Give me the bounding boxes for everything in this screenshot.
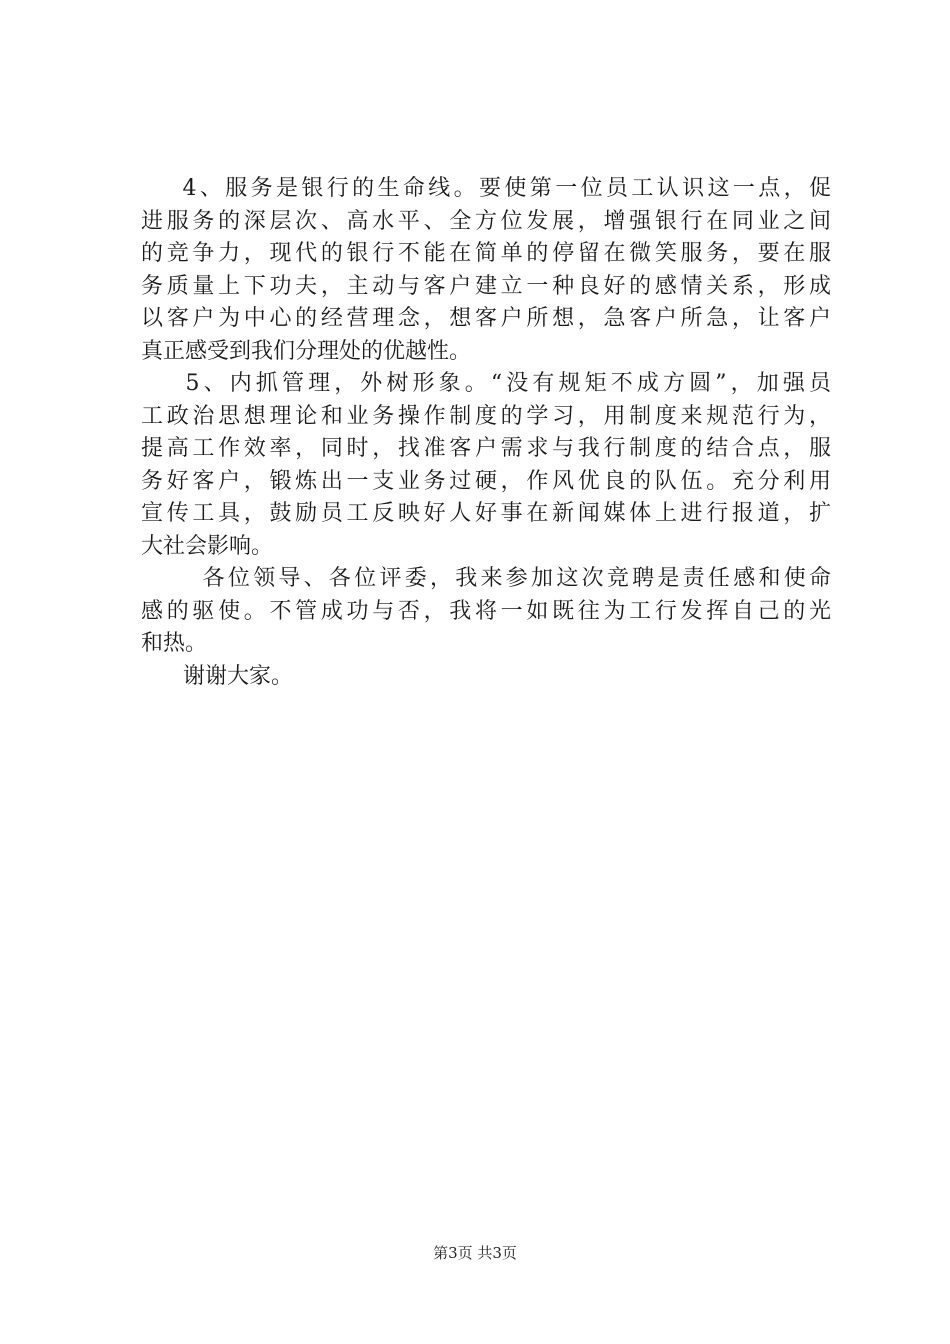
text-line: 务质量上下功夫，主动与客户建立一种良好的感情关系，形成 (141, 273, 831, 299)
text-line: 进服务的深层次、高水平、全方位发展，增强银行在同业之间 (141, 208, 831, 234)
text-line: 工政治思想理论和业务操作制度的学习，用制度来规范行为， (141, 403, 831, 429)
text-line: 各位领导、各位评委，我来参加这次竞聘是责任感和使命 (141, 566, 831, 591)
text-line: 和热。 (141, 631, 208, 656)
text-line: 务好客户，锻炼出一支业务过硬，作风优良的队伍。充分利用 (141, 468, 831, 494)
text-line: 5、内抓管理，外树形象。“没有规矩不成方圆”，加强员 (141, 371, 831, 396)
text-line: 以客户为中心的经营理念，想客户所想，急客户所急，让客户 (141, 306, 831, 331)
text-line: 感的驱使。不管成功与否，我将一如既往为工行发挥自己的光 (141, 598, 831, 624)
page-number-footer: 第3页 共3页 (433, 1244, 517, 1262)
document-body (141, 173, 831, 693)
text-line: 提高工作效率，同时，找准客户需求与我行制度的结合点，服 (141, 436, 831, 461)
text-line: 真正感受到我们分理处的优越性。 (141, 338, 472, 364)
text-line: 宣传工具，鼓励员工反映好人好事在新闻媒体上进行报道，扩 (141, 501, 831, 526)
text-line: 4、服务是银行的生命线。要使第一位员工认识这一点，促 (141, 176, 831, 201)
text-line: 的竞争力，现代的银行不能在简单的停留在微笑服务，要在服 (141, 241, 831, 266)
text-line: 大社会影响。 (141, 533, 274, 559)
text-line: 谢谢大家。 (141, 663, 293, 689)
